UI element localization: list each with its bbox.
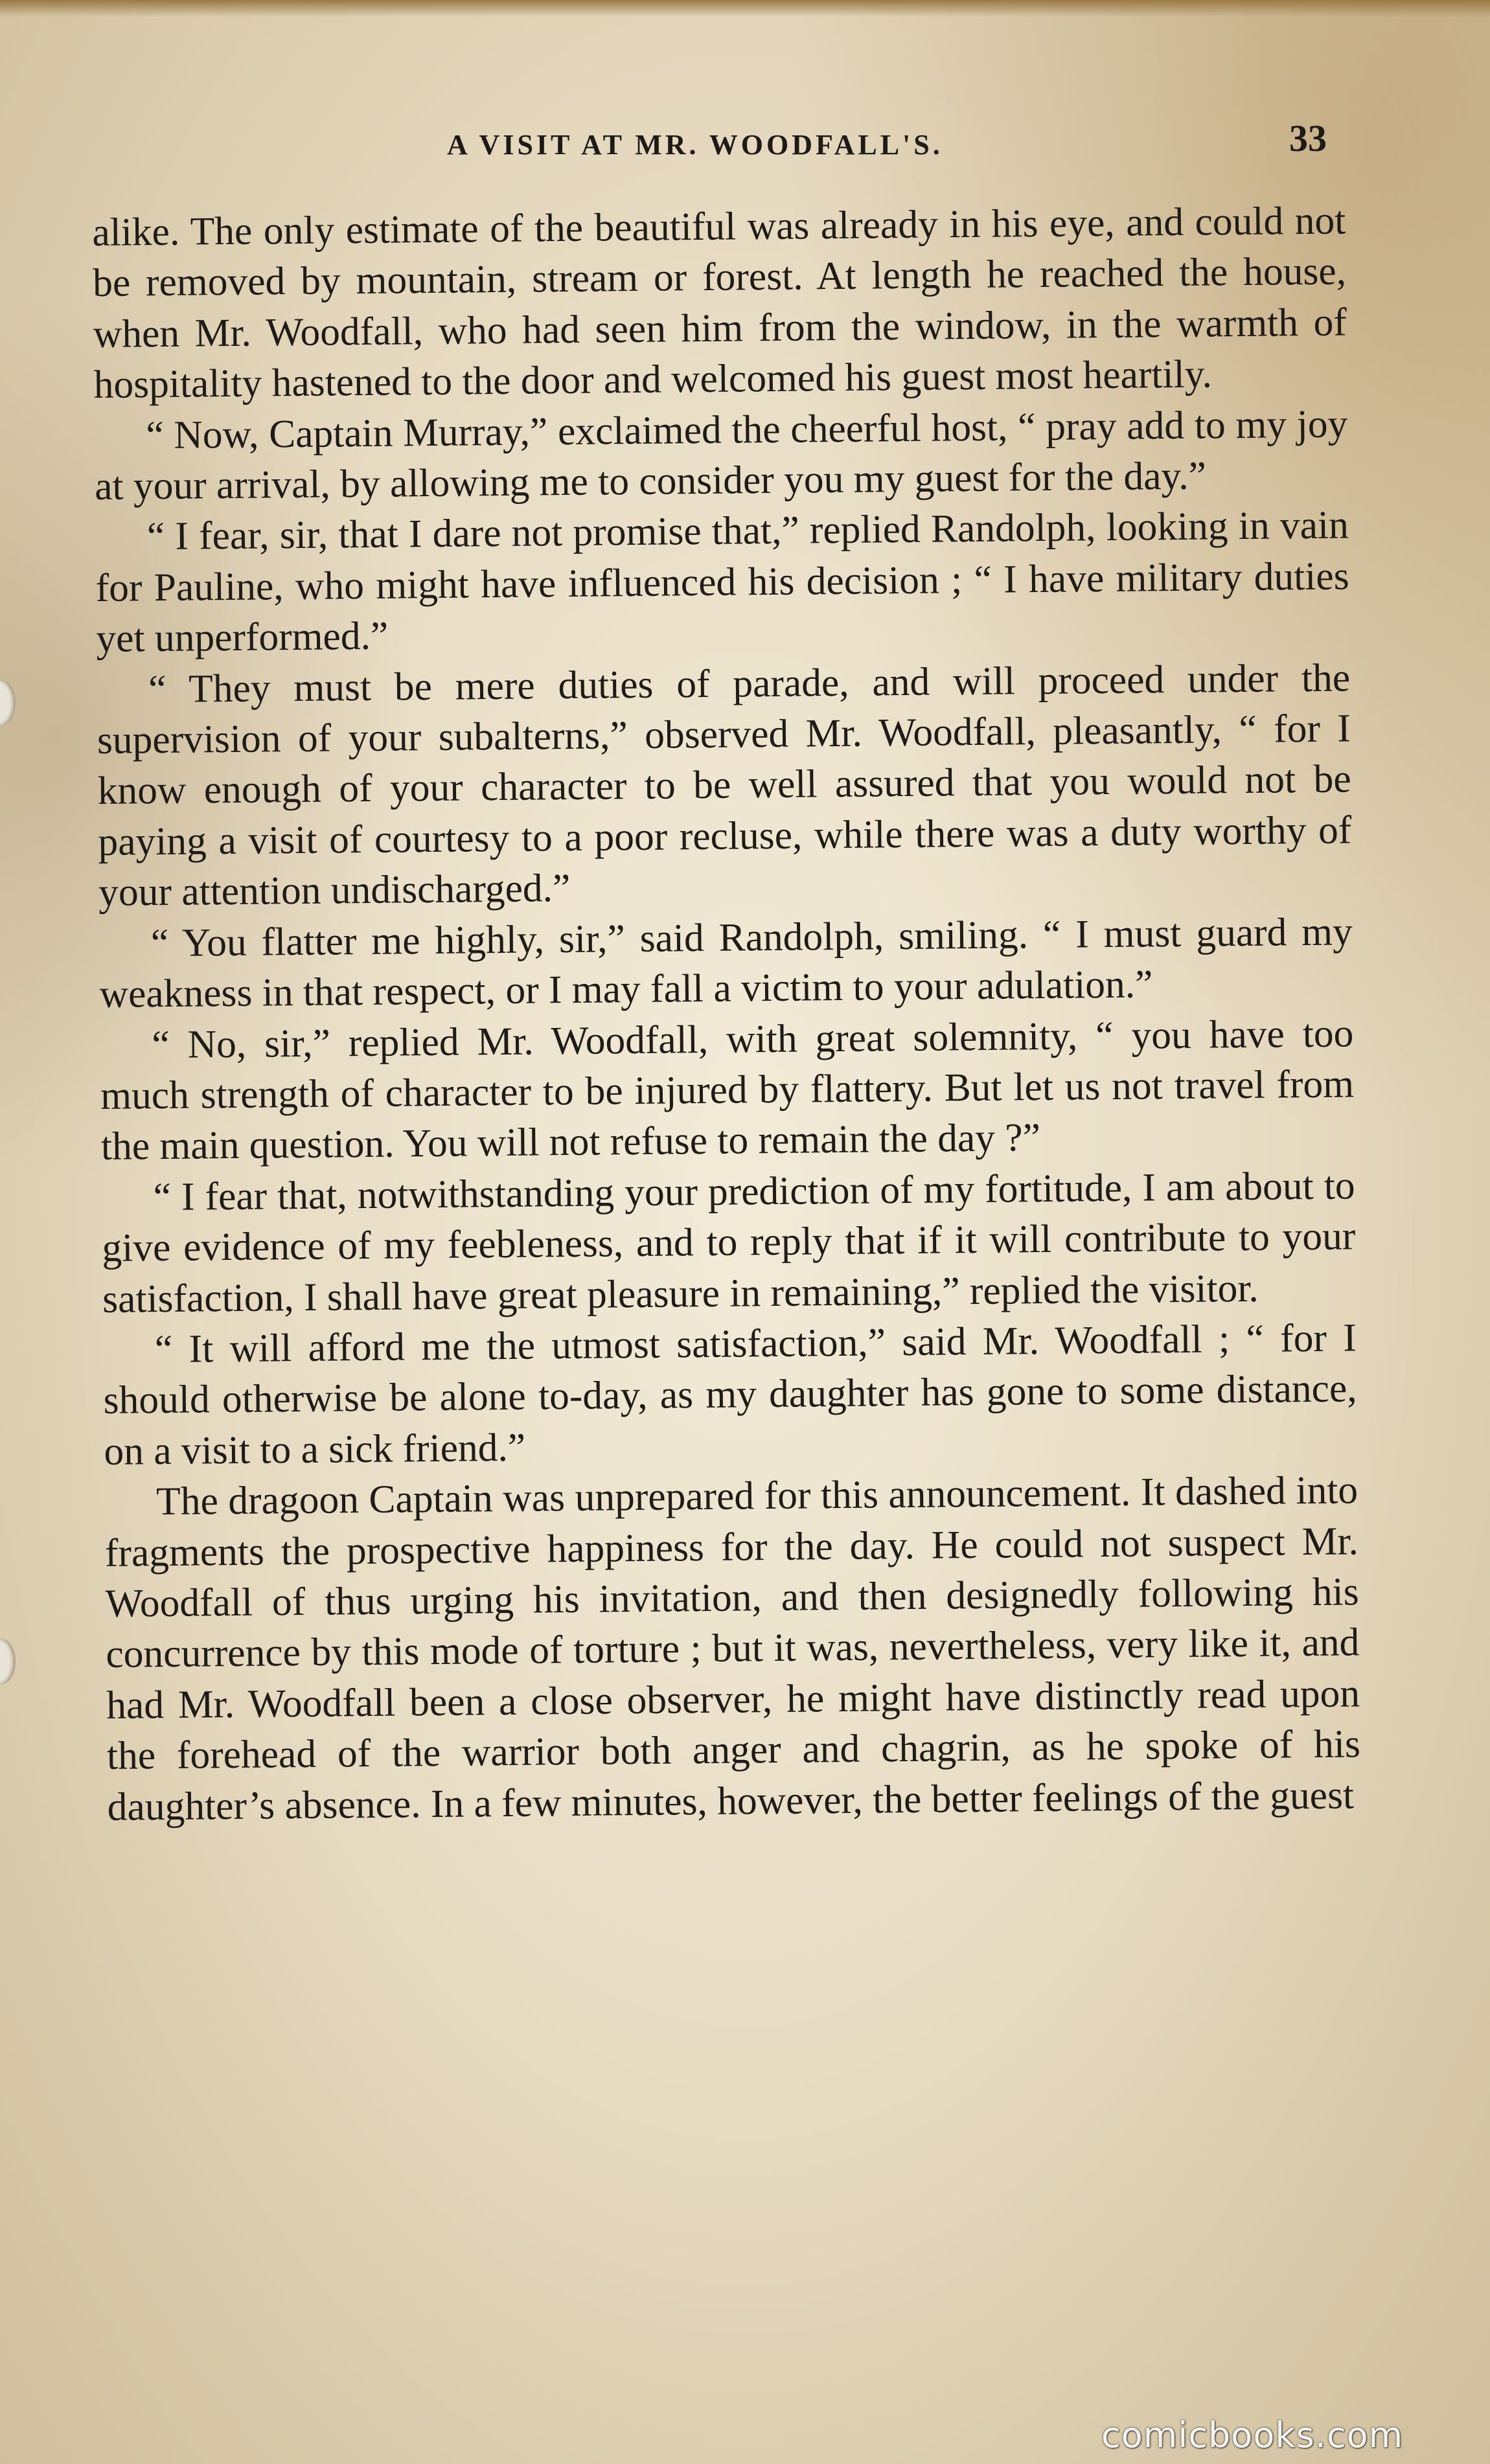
page-top-edge — [0, 0, 1490, 17]
watermark: comicbooks.com — [1101, 2415, 1404, 2456]
page-edge-notch — [0, 1639, 16, 1684]
body-text — [92, 195, 1361, 1832]
paragraph: The dragoon Captain was unprepared for this announcement. It dashed into fragments the prospective happiness for the day. He could not suspect Mr. Woodfall of thus urging his invitation, and then designedly following his concurrence by this mode of torture ; but it was, nevertheless, very like it, and had Mr. Woodfall been a close observer, he might have distinctly read upon the forehead of the warrior both anger and chagrin, as he spoke of his daughter’s absence. In a few minutes, however, the better feelings of the guest — [104, 1468, 1361, 1829]
page-header — [0, 109, 1490, 187]
paragraph: “ I fear that, notwithstanding your prediction of my fortitude, I am about to give evidence of my feebleness, and to reply that if it will contribute to your satisfaction, I shall have great pleasure in remaining,” replied the visitor. — [102, 1163, 1356, 1321]
paragraph: “ It will afford me the utmost satisfaction,” said Mr. Woodfall ; “ for I should otherwise be alone to-day, as my daughter has gone to some distance, on a visit to a sick friend.” — [103, 1316, 1357, 1474]
paragraph: “ They must be mere duties of parade, and will proceed under the supervision of your subalterns,” observed Mr. Woodfall, pleasantly, “ for I know enough of your character to be well assured that you would not be paying a visit of courtesy to a poor recluse, while there was a duty worthy of your attention undischarged.” — [97, 656, 1352, 915]
paragraph: “ No, sir,” replied Mr. Woodfall, with great solemnity, “ you have too much strength of character to be injured by flattery. But let us not travel from the main question. You will not refuse to remain the day ?” — [100, 1010, 1355, 1169]
paragraph: “ You flatter me highly, sir,” said Randolph, smiling. “ I must guard my weakness in that respect, or I may fall a victim to your adulation.” — [99, 909, 1353, 1017]
paragraph: alike. The only estimate of the beautiful was already in his eye, and could not be removed by mountain, stream or forest. At length he reached the house, when Mr. Woodfall, who had seen him from the window, in the warmth of hospitality hastened to the door and welcomed his guest most heartily. — [92, 198, 1347, 407]
paragraph: “ Now, Captain Murray,” exclaimed the cheerful host, “ pray add to my joy at your arrival, by allowing me to consider you my guest for the day.” — [94, 402, 1348, 509]
paragraph: “ I fear, sir, that I dare not promise that,” replied Randolph, looking in vain for Pauline, who might have influenced his decision ; “ I have military duties yet unperformed.” — [95, 503, 1349, 661]
running-title: A VISIT AT MR. WOODFALL'S. — [447, 129, 943, 161]
page-edge-notch — [0, 680, 16, 725]
page-number: 33 — [1289, 117, 1327, 159]
